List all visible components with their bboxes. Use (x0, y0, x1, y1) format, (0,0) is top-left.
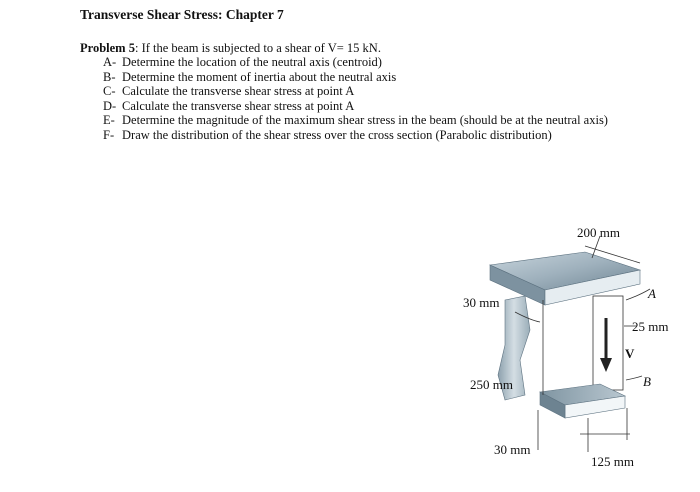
dim-flange-thickness: 30 mm (463, 295, 500, 310)
task-item-a (103, 55, 623, 70)
task-item-d (103, 99, 623, 114)
point-a-label: A (648, 286, 656, 301)
dim-bottom-flange-thickness: 30 mm (494, 442, 531, 457)
task-text: Determine the moment of inertia about the neutral axis (122, 69, 397, 84)
leader-b (626, 376, 642, 380)
web-section (593, 296, 623, 390)
task-text: Determine the magnitude of the maximum shear stress in the beam (should be at the neutral axis) (122, 113, 608, 128)
task-item-c (103, 84, 623, 99)
dim-point-a-offset: 25 mm (632, 319, 669, 334)
task-item-b (103, 70, 623, 85)
problem-label: Problem 5 (80, 41, 135, 55)
beam-figure (455, 210, 700, 492)
task-letter: F- (103, 127, 115, 142)
task-text: Determine the location of the neutral axis (centroid) (122, 55, 382, 69)
page-title: Transverse Shear Stress: Chapter 7 (80, 7, 284, 22)
task-letter: B- (103, 69, 116, 84)
task-item-f (103, 128, 623, 143)
task-list (103, 55, 623, 143)
task-text: Calculate the transverse shear stress at point A (122, 98, 355, 113)
leader-a (626, 289, 650, 300)
task-letter: C- (103, 84, 116, 99)
dim-top-width: 200 mm (577, 225, 620, 240)
task-letter: A- (103, 55, 117, 69)
task-letter: D- (103, 98, 117, 113)
task-letter: E- (103, 113, 115, 128)
point-b-label: B (643, 374, 651, 389)
shear-label: V (625, 346, 635, 361)
dim-web-height: 250 mm (470, 377, 513, 392)
task-text: Calculate the transverse shear stress at point A (122, 84, 355, 99)
dim-bottom-width: 125 mm (591, 454, 634, 469)
task-text: Draw the distribution of the shear stress over the cross section (Parabolic distribution) (122, 127, 552, 142)
problem-statement (80, 41, 381, 56)
problem-text: : If the beam is subjected to a shear of V= 15 kN. (134, 41, 381, 55)
task-item-e (103, 113, 623, 128)
